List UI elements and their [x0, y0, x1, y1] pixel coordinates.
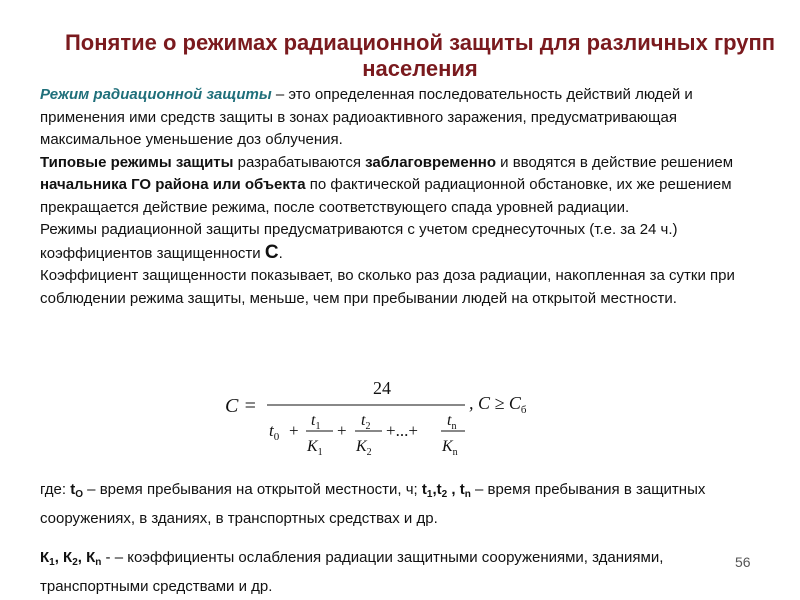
- formula-t2: $t_2$: [361, 412, 371, 432]
- k-list: $К_1$, $К_2$, $К_n$: [40, 549, 102, 568]
- where-t0-text: – время пребывания на открытой местности, ч;: [83, 481, 422, 498]
- protection-formula: [225, 376, 585, 468]
- where-lead: где:: [40, 481, 71, 498]
- typical-modes-lead: Типовые режимы защиты: [40, 153, 234, 171]
- where-tn-text: – время пребывания в защитных сооружениях, в зданиях, в транспортных средствах и др.: [40, 481, 706, 527]
- typical-modes-bold-1: заблаговременно: [365, 153, 496, 171]
- formula-dots: +...+: [386, 421, 418, 440]
- where-t-list: $t_1,t_2$ , $t_n$: [421, 481, 471, 500]
- variables-explanation: [40, 478, 770, 531]
- formula-k2: $K_2$: [356, 438, 372, 458]
- formula-svg: [225, 376, 585, 468]
- formula-tn: $t_n$: [447, 412, 457, 432]
- typical-modes-text-2: и вводятся в действие решением: [496, 153, 734, 171]
- formula-t0: $t_0$: [269, 421, 280, 443]
- typical-modes-bold-2: начальника ГО района или объекта: [40, 176, 306, 193]
- typical-modes-text-1: разрабатываются: [233, 153, 366, 171]
- formula-lhs: C =: [225, 395, 257, 417]
- coefficient-symbol: С: [264, 241, 279, 263]
- k-definition-text: - – коэффициенты ослабления радиации защитными сооружениями, зданиями, транспортными средствами и др.: [40, 549, 664, 595]
- formula-t1: $t_1$: [311, 412, 321, 432]
- typical-modes-paragraph: [40, 152, 760, 220]
- typical-modes-text-3: по фактической радиационной обстановке, их же решением прекращается действие режима, после соответствующего спада уровней радиации.: [40, 176, 732, 216]
- definition-paragraph: [40, 84, 760, 152]
- coefficient-text: Режимы радиационной защиты предусматриваются с учетом среднесуточных (т.е. за 24 ч.) коэффициентов защищенности: [40, 221, 678, 262]
- k-definition-line: [40, 546, 740, 599]
- formula-numerator: 24: [373, 378, 391, 398]
- where-t0: $t_O$: [70, 481, 84, 500]
- formula-plus-1: +: [289, 421, 299, 440]
- main-text: [40, 84, 760, 310]
- coefficient-meaning-paragraph: Коэффициент защищенности показывает, во сколько раз доза радиации, накопленная за сутки при соблюдении режима защиты, меньше, чем при пребывании людей на открытой местности.: [40, 267, 735, 307]
- formula-rhs: , $C \ge C_б$: [469, 393, 527, 416]
- definition-term: Режим радиационной защиты: [40, 86, 272, 103]
- slide-title: Понятие о режимах радиационной защиты для различных групп населения: [64, 30, 776, 81]
- definition-text: – это определенная последовательность действий людей и применения ими средств защиты в зонах радиоактивного заражения, предусматривающая максимальное уменьшение доз облучения.: [40, 86, 693, 148]
- formula-kn: $K_n$: [442, 438, 458, 458]
- page-number: 56: [735, 554, 751, 570]
- k-definition: [40, 546, 740, 599]
- formula-k1: $K_1$: [307, 438, 323, 458]
- coefficient-paragraph: [40, 219, 760, 265]
- where-line: [40, 478, 770, 531]
- coefficient-end: .: [278, 244, 283, 262]
- formula-plus-2: +: [337, 421, 347, 440]
